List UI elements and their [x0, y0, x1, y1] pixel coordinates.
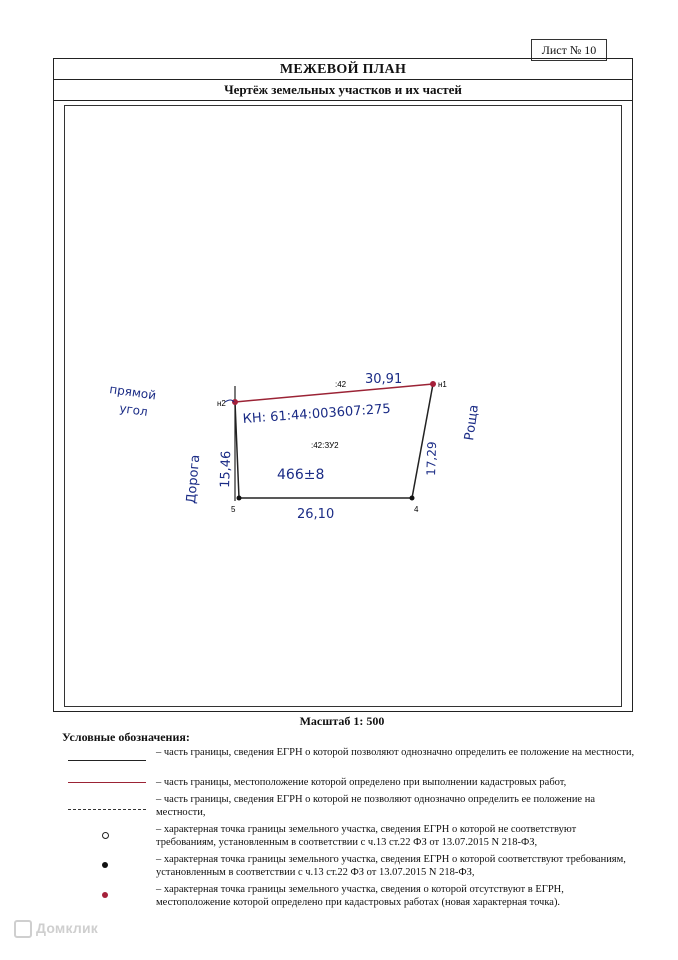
- legend-item: [62, 883, 632, 913]
- drawing-area: [64, 105, 622, 707]
- legend-item: [62, 776, 632, 793]
- point-n1-marker: [430, 381, 436, 387]
- legend-text: – характерная точка границы земельного участка, сведения о которой отсутствуют в ЕГРН, местоположение которой определено при кадастровых работах (новая характерная точка).: [156, 884, 564, 908]
- point-n1-label: н1: [438, 380, 447, 389]
- point-n2-label: н2: [217, 399, 226, 408]
- boundary-top: [235, 384, 433, 402]
- neighbor-label: :42: [335, 380, 347, 389]
- handwritten-side-left: 15,46: [218, 450, 235, 489]
- parcel-label: :42:ЗУ2: [311, 441, 339, 450]
- point-4-marker: [410, 496, 415, 501]
- scale-label: Масштаб 1: 500: [299, 714, 385, 728]
- legend-item: [62, 853, 632, 883]
- legend-text: – часть границы, местоположение которой определено при выполнении кадастровых работ,: [156, 777, 567, 788]
- legend: [62, 746, 635, 913]
- legend-symbol-black-dot: [62, 853, 152, 879]
- handwritten-side-right: 17,29: [424, 441, 440, 477]
- sheet-number: Лист № 10: [531, 39, 607, 61]
- legend-text: – часть границы, сведения ЕГРН о которой не позволяют однозначно определить ее положение на местности,: [156, 794, 596, 818]
- handwritten-area: 466±8: [277, 467, 325, 483]
- document-title: МЕЖЕВОЙ ПЛАН: [54, 59, 632, 80]
- legend-text: – характерная точка границы земельного участка, сведения ЕГРН о которой не соответствуют требованиям, установленным в соответствии с ч.13 ст.22 ФЗ от 13.07.2015 N 218-ФЗ,: [156, 824, 577, 848]
- legend-text: – характерная точка границы земельного участка, сведения ЕГРН о которой соответствуют требованиям, установленным в соответствии с ч.13 ст.22 ФЗ от 13.07.2015 N 218-ФЗ,: [156, 854, 626, 878]
- legend-symbol-open-circle: [62, 823, 152, 849]
- legend-symbol-red-dot: [62, 883, 152, 909]
- point-n2-marker: [232, 399, 238, 405]
- document-subtitle: Чертёж земельных участков и их частей: [54, 80, 632, 101]
- handwritten-right-angle-2: угол: [118, 401, 149, 419]
- watermark-text: Домклик: [36, 920, 98, 936]
- legend-item: [62, 823, 632, 853]
- handwritten-right-angle-1: прямой: [108, 382, 157, 403]
- watermark-logo-icon: [14, 920, 32, 938]
- handwritten-side-bottom: 26,10: [297, 507, 335, 522]
- point-5-label: 5: [231, 505, 236, 514]
- handwritten-side-top: 30,91: [365, 372, 403, 387]
- legend-symbol-solid-line: [62, 746, 152, 772]
- legend-title: Условные обозначения:: [62, 730, 190, 744]
- legend-item: [62, 746, 635, 776]
- legend-symbol-dashed-line: [62, 793, 152, 819]
- boundary-right: [412, 384, 433, 498]
- legend-item: [62, 793, 632, 823]
- handwritten-grove: Роща: [462, 403, 482, 442]
- point-5-marker: [237, 496, 242, 501]
- legend-text: – часть границы, сведения ЕГРН о которой позволяют однозначно определить ее положение на местности,: [156, 747, 635, 758]
- plan-frame: [53, 58, 633, 712]
- handwritten-road: Дорога: [184, 454, 204, 505]
- parcel-drawing: [65, 106, 621, 706]
- boundary-left: [235, 402, 239, 498]
- point-4-label: 4: [414, 505, 419, 514]
- handwritten-cadastral-number: КН: 61:44:003607:275: [242, 401, 392, 427]
